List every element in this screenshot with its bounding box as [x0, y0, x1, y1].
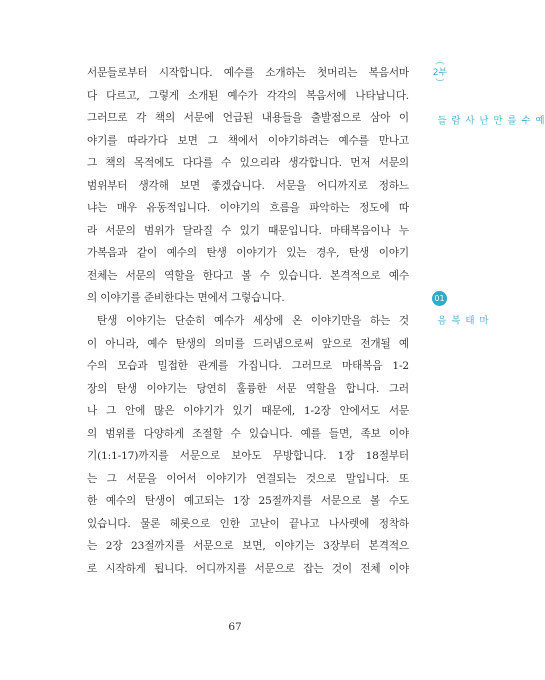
text-line: 기(1:1-17)까지를 서문으로 보아도 무방합니다. 1장 18절부터: [87, 450, 409, 463]
paren-open-icon: ︵: [435, 57, 445, 67]
text-line: 의 범위를 다양하게 조절할 수 있습니다. 예를 들면, 족보 이야: [87, 427, 409, 440]
part-title: 예수를 만난 사람들: [435, 115, 544, 126]
text-line: 탄생 이야기는 단순히 예수가 세상에 온 이야기만을 하는 것: [97, 315, 409, 328]
part-label: 2부: [432, 68, 448, 78]
text-line: 한 예수의 탄생이 예고되는 1장 25절까지를 서문으로 볼 수도: [87, 495, 409, 508]
body-text: [87, 62, 409, 581]
text-line: 의 이야기를 준비한다는 면에서 그렇습니다.: [87, 292, 285, 305]
text-line: 는 2장 23절까지를 서문으로 보면, 이야기는 3장부터 본격적으: [87, 540, 409, 553]
text-line: 는 그 서문을 이어서 이야기가 연결되는 것으로 말입니다. 또: [87, 472, 409, 485]
paren-close-icon: ︶: [435, 79, 445, 89]
text-line: 나 그 안에 많은 이야기가 있기 때문에, 1-2장 안에서도 서문: [87, 405, 409, 418]
text-line: 전체는 서문의 역할을 한다고 볼 수 있습니다. 본격적으로 예수: [87, 269, 409, 282]
page-number: 67: [228, 621, 242, 633]
side-tab: [425, 57, 544, 326]
text-line: 가복음과 같이 예수의 탄생 이야기가 있는 경우, 탄생 이야기: [87, 247, 409, 260]
text-line: 서문들로부터 시작합니다. 예수를 소개하는 첫머리는 복음서마: [87, 67, 409, 79]
text-line: 로 시작하게 됩니다. 어디까지를 서문으로 잡는 것이 전체 이야: [87, 563, 409, 576]
text-line: 수의 모습과 밀접한 관계를 가집니다. 그러므로 마태복음 1-2: [87, 360, 409, 373]
text-line: 있습니다. 물론 헤롯으로 인한 고난이 끝나고 나사렛에 정착하: [87, 517, 409, 530]
chapter-badge: 01: [432, 291, 447, 306]
text-line: 이 아니라, 예수 탄생의 의미를 드러냄으로써 앞으로 전개될 예: [87, 337, 409, 350]
text-line: 범위부터 생각해 보면 좋겠습니다. 서문을 어디까지로 정하느: [87, 179, 409, 192]
text-line: 냐는 매우 유동적입니다. 이야기의 흐름을 파악하는 정도에 따: [87, 202, 409, 215]
text-line: 다 다르고, 그렇게 소개된 예수가 각각의 복음서에 나타납니다.: [87, 89, 409, 102]
text-line: 장의 탄생 이야기는 당연히 훌륭한 서문 역할을 합니다. 그러: [87, 382, 409, 395]
text-line: 라 서문의 범위가 달라질 수 있기 때문입니다. 마태복음이나 누: [87, 224, 409, 237]
text-line: 그 책의 목적에도 다다를 수 있으리라 생각합니다. 먼저 서문의: [87, 157, 409, 170]
part-marker: [425, 57, 455, 89]
chapter-title: 마태복음: [435, 315, 488, 326]
text-line: 그러므로 각 책의 서문에 언급된 내용들을 출발점으로 삼아 이: [87, 112, 409, 125]
text-line: 야기를 따라가다 보면 그 책에서 이야기하려는 예수를 만나고: [87, 134, 409, 147]
